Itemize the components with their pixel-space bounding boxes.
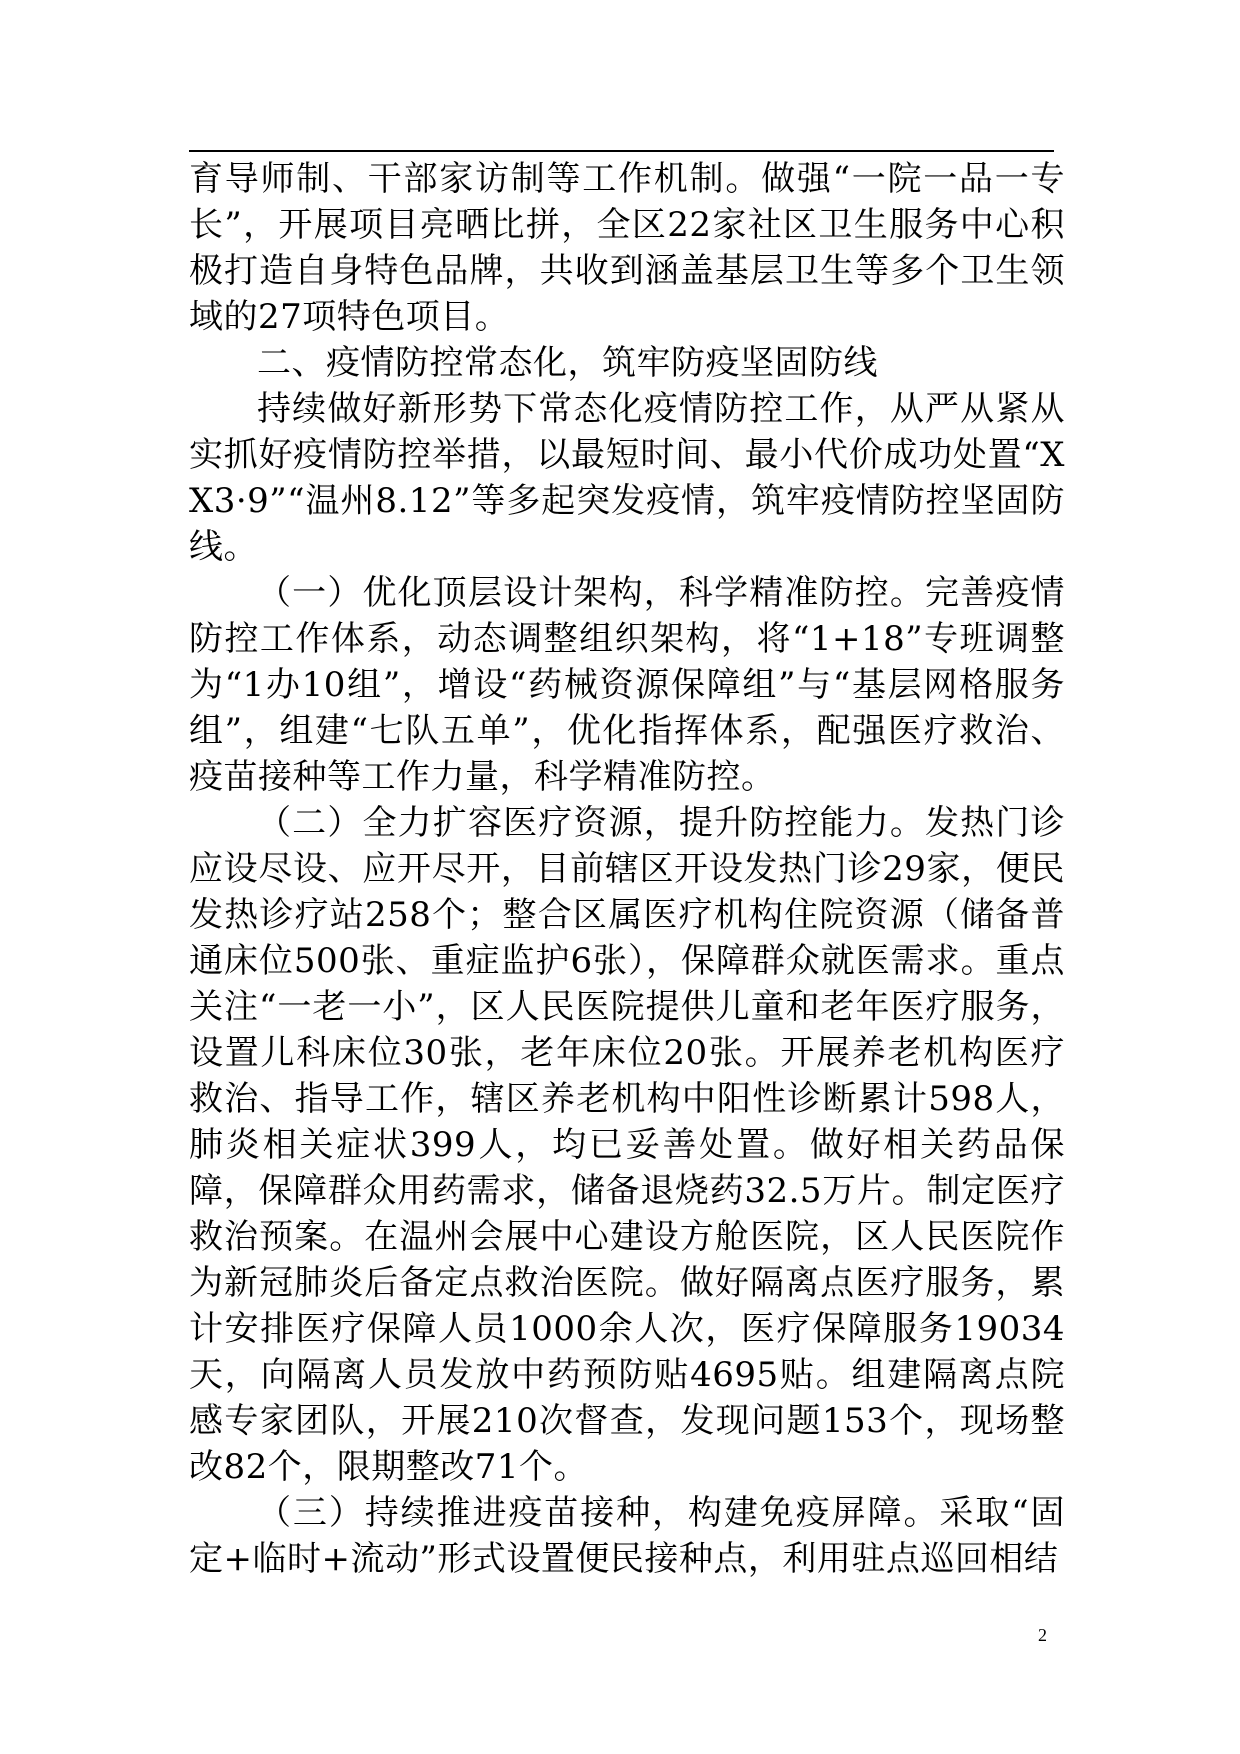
section-heading: 二、疫情防控常态化，筑牢防疫坚固防线	[257, 343, 878, 383]
paragraph-subsection-3: （三）持续推进疫苗接种，构建免疫屏障。采取“固定+临时+流动”形式设置便民接种点，利用驻点巡回相结	[189, 1493, 1065, 1579]
header-rule	[189, 150, 1054, 152]
paragraph-continuation: 育导师制、干部家访制等工作机制。做强“一院一品一专长”，开展项目亮晒比拼，全区22家社区卫生服务中心积极打造自身特色品牌，共收到涵盖基层卫生等多个卫生领域的27项特色项目。	[189, 159, 1065, 337]
page-number: 2	[1038, 1625, 1047, 1645]
paragraph-section-intro: 持续做好新形势下常态化疫情防控工作，从严从紧从实抓好疫情防控举措，以最短时间、最小代价成功处置“XX3·9”“温州8.12”等多起突发疫情，筑牢疫情防控坚固防线。	[189, 389, 1065, 567]
document-body	[189, 156, 1065, 1582]
paragraph-subsection-2: （二）全力扩容医疗资源，提升防控能力。发热门诊应设尽设、应开尽开，目前辖区开设发热门诊29家，便民发热诊疗站258个；整合区属医疗机构住院资源（储备普通床位500张、重症监护6张），保障群众就医需求。重点关注“一老一小”，区人民医院提供儿童和老年医疗服务，设置儿科床位30张，老年床位20张。开展养老机构医疗救治、指导工作，辖区养老机构中阳性诊断累计598人，肺炎相关症状399人，均已妥善处置。做好相关药品保障，保障群众用药需求，储备退烧药32.5万片。制定医疗救治预案。在温州会展中心建设方舱医院，区人民医院作为新冠肺炎后备定点救治医院。做好隔离点医疗服务，累计安排医疗保障人员1000余人次，医疗保障服务19034天，向隔离人员发放中药预防贴4695贴。组建隔离点院感专家团队，开展210次督查，发现问题153个，现场整改82个，限期整改71个。	[189, 803, 1065, 1487]
paragraph-subsection-1: （一）优化顶层设计架构，科学精准防控。完善疫情防控工作体系，动态调整组织架构，将“1+18”专班调整为“1办10组”，增设“药械资源保障组”与“基层网格服务组”，组建“七队五单”，优化指挥体系，配强医疗救治、疫苗接种等工作力量，科学精准防控。	[189, 573, 1065, 797]
